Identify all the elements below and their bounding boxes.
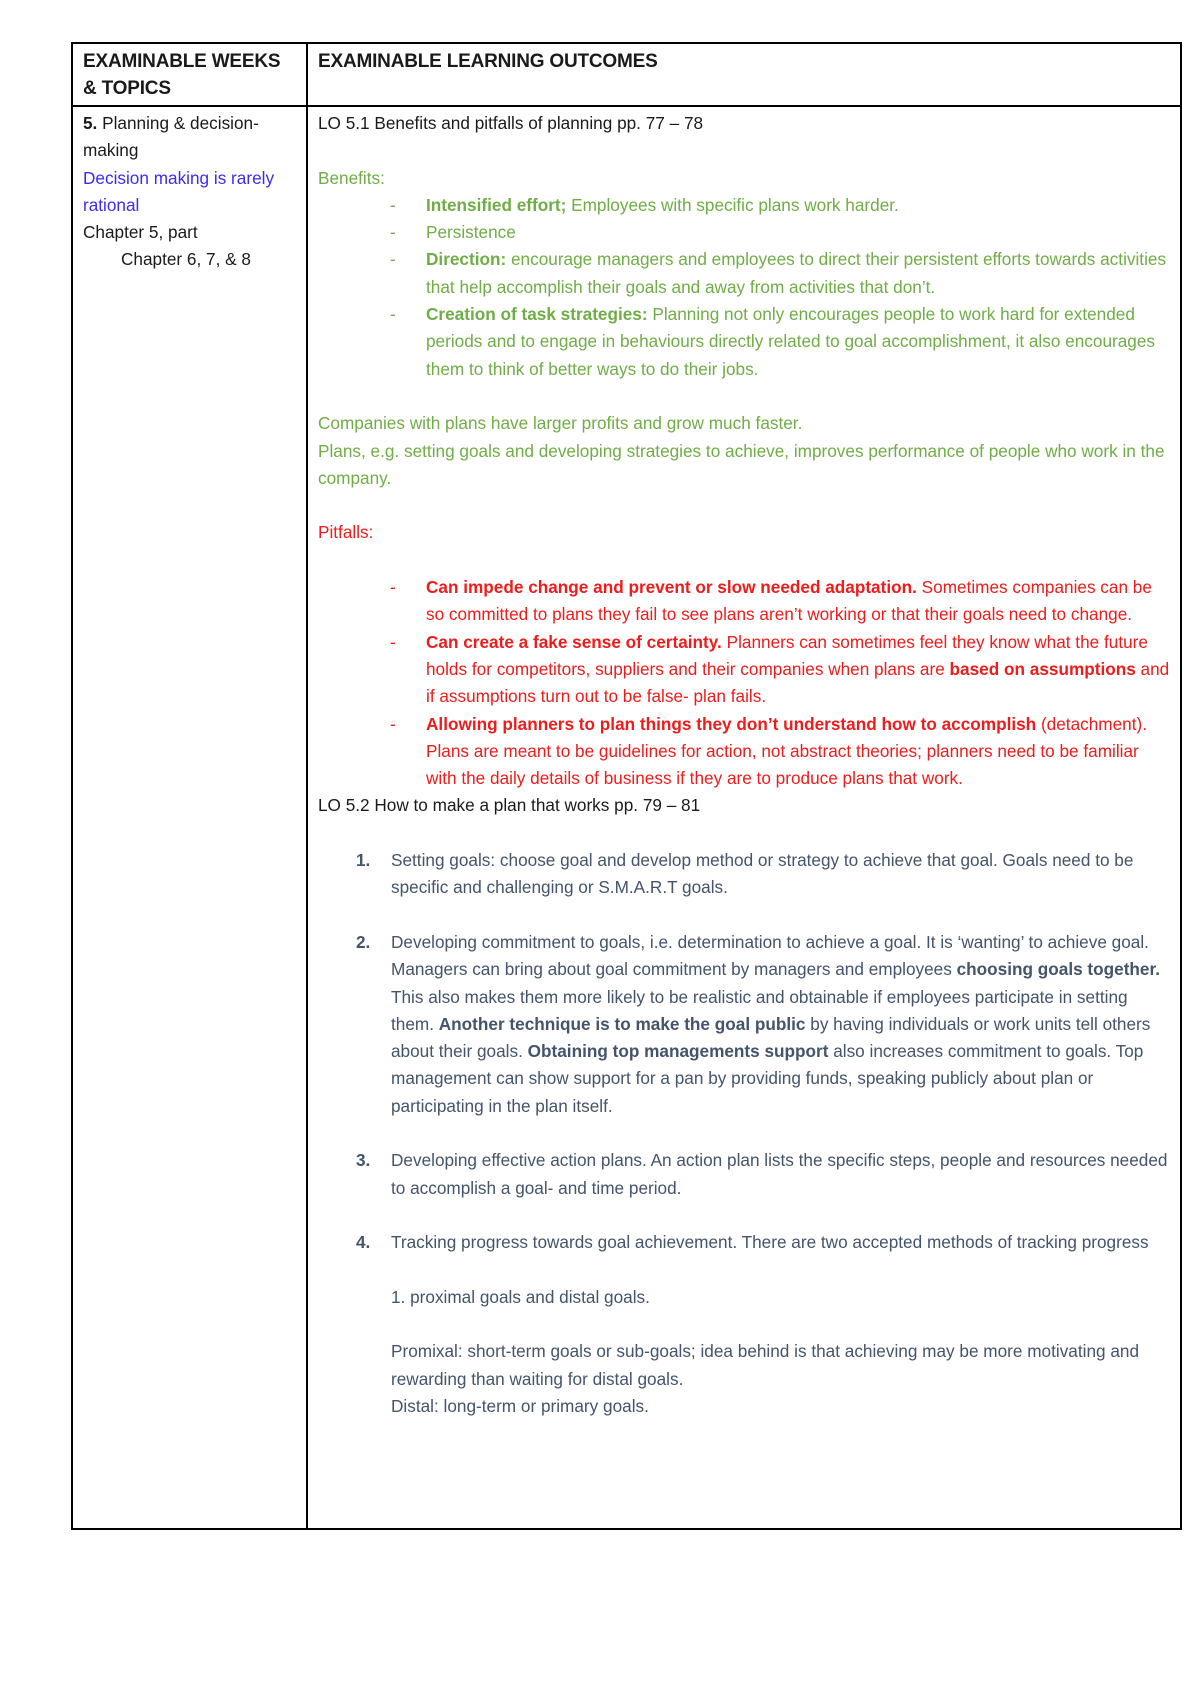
benefit-item: - Persistence xyxy=(390,222,516,243)
pitfall-item: - Can impede change and prevent or slow needed adaptation. Sometimes companies can be so committed to plans they fail to see plans aren’t working or that their goals need to change. xyxy=(390,577,1152,625)
week-topic-cell xyxy=(72,106,307,1529)
topic-highlight: Decision making is rarely rational xyxy=(83,167,275,215)
lo-5-2-title: LO 5.2 How to make a plan that works pp. 79 – 81 xyxy=(318,795,701,816)
benefit-item: - Direction: encourage managers and employees to direct their persistent efforts towards activities that help accomplish their goals and away from activities that don’t. xyxy=(390,249,1167,297)
plan-steps-list xyxy=(318,847,1172,1256)
header-row xyxy=(72,43,1181,106)
benefits-summary-2: Plans, e.g. setting goals and developing strategies to achieve, improves performance of people who work in the company. xyxy=(318,440,1165,488)
benefit-item: - Intensified effort; Employees with specific plans work harder. xyxy=(390,194,899,215)
plan-step: 4. Tracking progress towards goal achievement. There are two accepted methods of tracking progress xyxy=(356,1232,1149,1253)
chapter-line: Chapter 5, part xyxy=(83,222,198,243)
week-topic xyxy=(83,110,300,165)
header-learning-outcomes: EXAMINABLE LEARNING OUTCOMES xyxy=(307,43,1181,106)
benefits-list xyxy=(318,192,1172,383)
pitfall-item: - Allowing planners to plan things they don’t understand how to accomplish (detachment). Plans are meant to be guidelines for action, not abstract theories; planners need to be familiar with the daily details of business if they are to produce plans that work. xyxy=(390,713,1147,789)
pitfalls-heading: Pitfalls: xyxy=(318,522,374,543)
plan-step: 2. Developing commitment to goals, i.e. determination to achieve a goal. It is ‘wanting’ to achieve goal. Managers can bring about goal commitment by managers and employees choosing goals together. This also makes them more likely to be realistic and obtainable if employees participate in setting them. Another technique is to make the goal public by having individuals or work units tell others about their goals. Obtaining top managements support also increases commitment to goals. Top management can show support for a pan by providing funds, speaking publicly about plan or participating in the plan itself. xyxy=(356,931,1160,1116)
proximal-goals: Promixal: short-term goals or sub-goals; idea behind is that achieving may be more motivating and rewarding than waiting for distal goals. xyxy=(391,1341,1140,1389)
week-number: 5. xyxy=(83,113,98,133)
tracking-method-1: 1. proximal goals and distal goals. xyxy=(391,1286,650,1307)
distal-goals: Distal: long-term or primary goals. xyxy=(391,1395,649,1416)
pitfall-item: - Can create a fake sense of certainty. Planners can sometimes feel they know what the future holds for competitors, suppliers and their companies when plans are based on assumptions and if assumptions turn out to be false- plan fails. xyxy=(390,631,1170,707)
lo-5-1-title: LO 5.1 Benefits and pitfalls of planning pp. 77 – 78 xyxy=(318,113,704,133)
chapters-extra: Chapter 6, 7, & 8 xyxy=(121,249,251,270)
outcomes-table xyxy=(71,42,1182,1530)
plan-step: 1. Setting goals: choose goal and develop method or strategy to achieve that goal. Goals need to be specific and challenging or S.M.A.R.T goals. xyxy=(356,850,1134,898)
benefit-item: - Creation of task strategies: Planning not only encourages people to work hard for extended periods and to engage in behaviours directly related to goal accomplishment, it also encourages them to think of better ways to do their jobs. xyxy=(390,304,1156,379)
header-weeks-topics: EXAMINABLE WEEKS & TOPICS xyxy=(72,43,307,106)
topic-title: Planning & decision-making xyxy=(83,113,259,161)
benefits-heading: Benefits: xyxy=(318,167,385,188)
week-5-row xyxy=(72,106,1181,1529)
benefits-summary-1: Companies with plans have larger profits and grow much faster. xyxy=(318,413,803,434)
plan-step: 3. Developing effective action plans. An action plan lists the specific steps, people and resources needed to accomplish a goal- and time period. xyxy=(356,1150,1168,1198)
learning-outcomes-cell xyxy=(307,106,1181,1529)
pitfalls-list xyxy=(318,574,1172,792)
